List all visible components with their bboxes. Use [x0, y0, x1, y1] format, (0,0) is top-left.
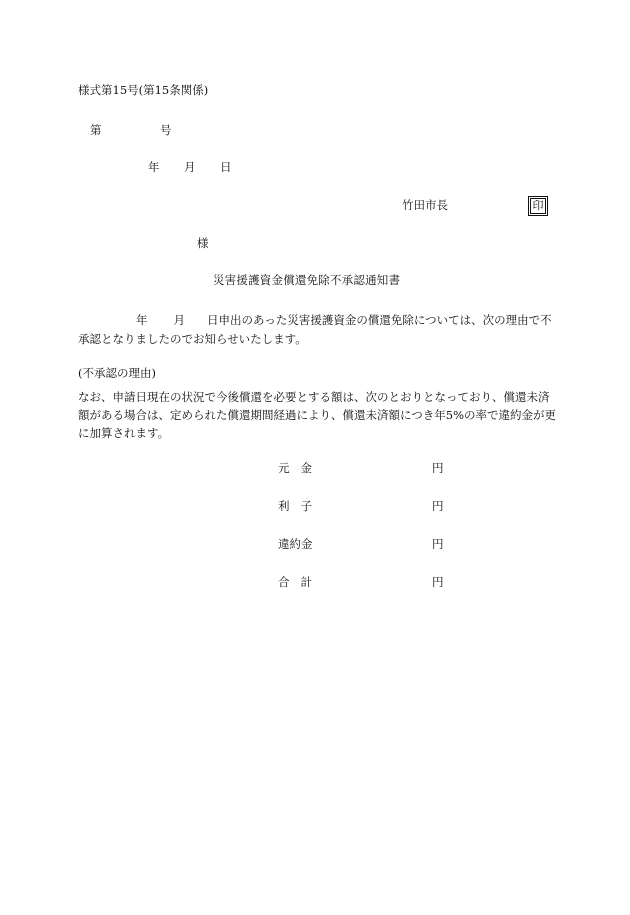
repayment-note-text: なお、申請日現在の状況で今後償還を必要とする額は、次のとおりとなっており、償還未済額がある場合は、定められた償還期間経過により、償還未済額につき年5%の率で違約金が更に加算されます。: [78, 390, 557, 440]
amount-label-penalty: 違約金: [278, 537, 313, 551]
date-year-label: 年: [148, 160, 160, 174]
document-number-suffix: 号: [160, 123, 172, 137]
amount-label-interest: 利子: [278, 499, 323, 513]
amount-unit-principal: 円: [432, 461, 444, 475]
repayment-note-paragraph: [78, 388, 558, 442]
addressee-honorific: 様: [197, 236, 209, 250]
seal-stamp: 印: [530, 198, 546, 214]
amount-unit-penalty: 円: [432, 537, 444, 551]
notice-paragraph: [78, 311, 558, 349]
document-title: 災害援護資金償還免除不承認通知書: [213, 273, 401, 287]
amount-label-total: 合計: [278, 575, 323, 589]
document-number-prefix: 第: [90, 123, 102, 137]
reason-heading: (不承認の理由): [78, 366, 156, 380]
issuer-name: 竹田市長: [402, 198, 448, 212]
amount-unit-interest: 円: [432, 499, 444, 513]
amount-label-principal: 元金: [278, 461, 323, 475]
amount-unit-total: 円: [432, 575, 444, 589]
date-day-label: 日: [220, 160, 232, 174]
body-text: 日申出のあった災害援護資金の償還免除については、次の理由で不承認となりましたのでお知らせいたします。: [78, 313, 552, 346]
body-month-label: 月: [173, 313, 185, 327]
date-month-label: 月: [184, 160, 196, 174]
form-number: 様式第15号(第15条関係): [78, 83, 209, 97]
body-year-label: 年: [136, 313, 148, 327]
